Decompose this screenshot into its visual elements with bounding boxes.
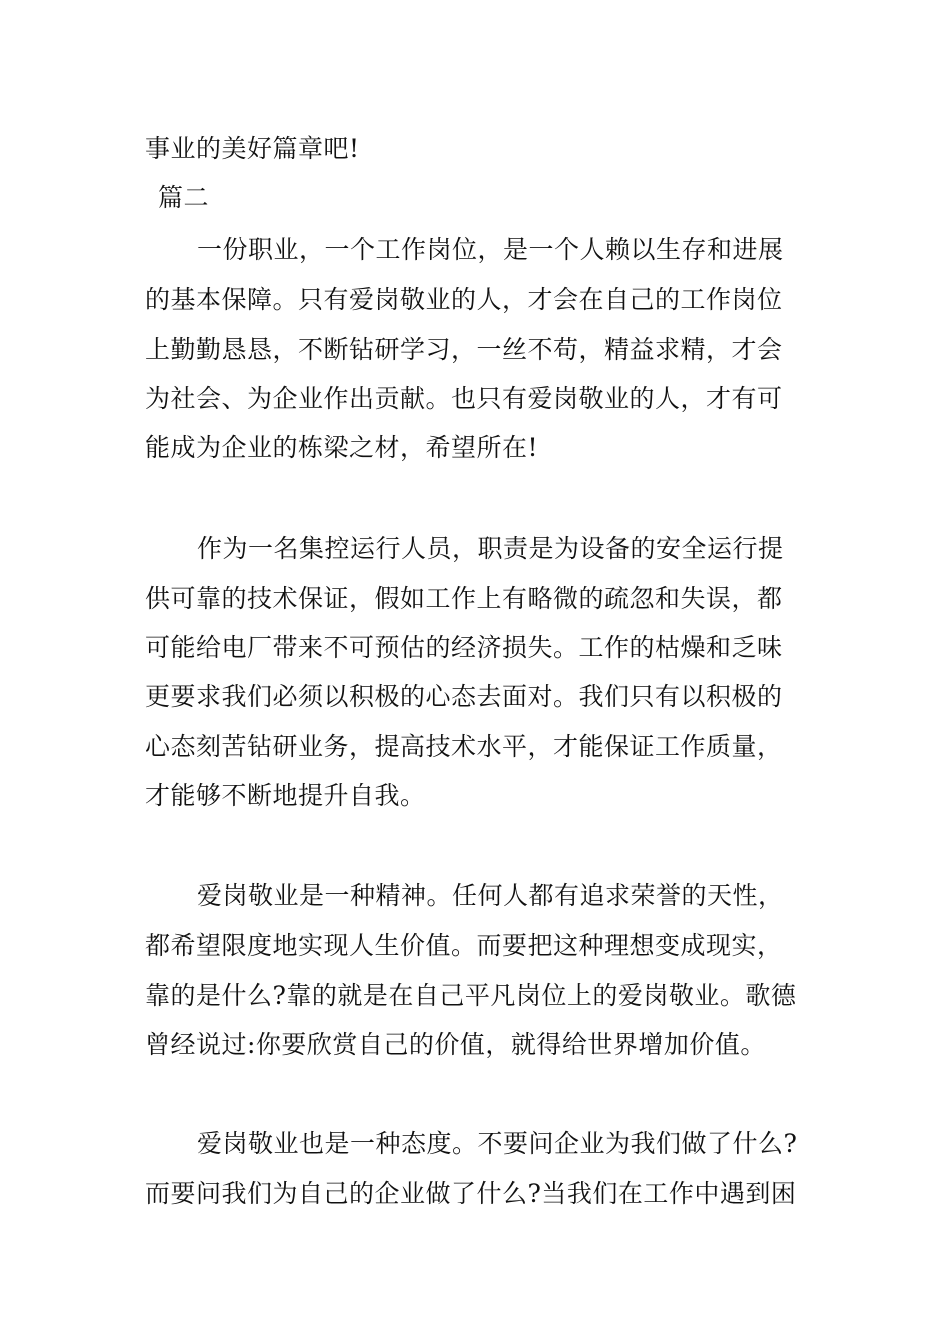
paragraph-2-line-1: 作为一名集控运行人员，职责是为设备的安全运行提 <box>197 534 784 563</box>
opening-tail-line: 事业的美好篇章吧! <box>145 134 360 163</box>
paragraph-2-line-4: 更要求我们必须以积极的心态去面对。我们只有以积极的 <box>145 682 783 711</box>
paragraph-2-line-3: 可能给电厂带来不可预估的经济损失。工作的枯燥和乏味 <box>145 633 783 662</box>
paragraph-3-line-3: 靠的是什么?靠的就是在自己平凡岗位上的爱岗敬业。歌德 <box>145 981 797 1010</box>
section-heading: 篇二 <box>158 183 210 212</box>
paragraph-1-line-3: 上勤勤恳恳，不断钻研学习，一丝不苟，精益求精，才会 <box>145 335 783 364</box>
paragraph-4-line-1: 爱岗敬业也是一种态度。不要问企业为我们做了什么? <box>197 1129 798 1158</box>
paragraph-2-line-6: 才能够不断地提升自我。 <box>145 781 426 810</box>
paragraph-2-line-5: 心态刻苦钻研业务，提高技术水平，才能保证工作质量， <box>145 732 783 761</box>
paragraph-2-line-2: 供可靠的技术保证，假如工作上有略微的疏忽和失误，都 <box>145 584 783 613</box>
paragraph-1-line-4: 为社会、为企业作出贡献。也只有爱岗敬业的人，才有可 <box>145 384 783 413</box>
paragraph-1-line-5: 能成为企业的栋梁之材，希望所在! <box>145 433 539 462</box>
paragraph-4-line-2: 而要问我们为自己的企业做了什么?当我们在工作中遇到困 <box>145 1179 797 1208</box>
paragraph-3-line-2: 都希望限度地实现人生价值。而要把这种理想变成现实， <box>145 931 783 960</box>
paragraph-3-line-4: 曾经说过:你要欣赏自己的价值，就得给世界增加价值。 <box>145 1030 766 1059</box>
paragraph-3-line-1: 爱岗敬业是一种精神。任何人都有追求荣誉的天性， <box>197 881 784 910</box>
paragraph-1-line-1: 一份职业，一个工作岗位，是一个人赖以生存和进展 <box>197 235 784 264</box>
paragraph-1-line-2: 的基本保障。只有爱岗敬业的人，才会在自己的工作岗位 <box>145 285 783 314</box>
